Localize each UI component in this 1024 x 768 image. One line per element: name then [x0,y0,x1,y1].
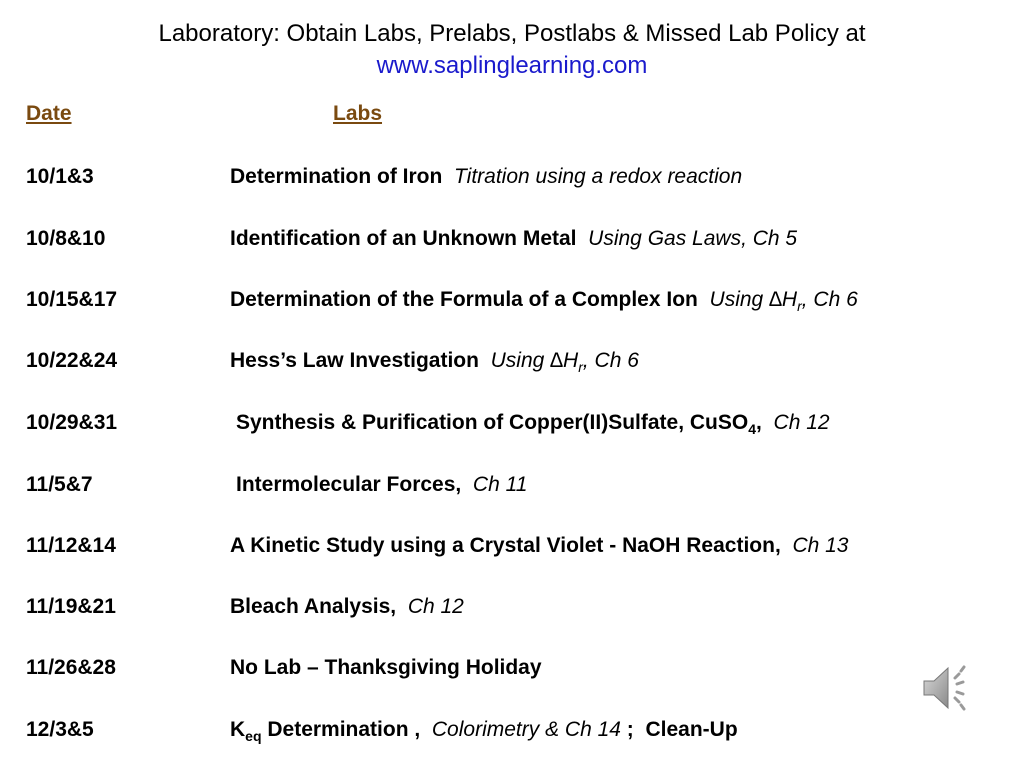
note-subscript: r [578,359,583,375]
row-date: 10/8&10 [26,227,106,250]
row-date: 10/22&24 [26,349,118,372]
schedule-row [26,408,1016,438]
lab-name-text: Synthesis & Purification of Copper(II)Sulfate, CuSO [236,411,749,434]
lab-note [490,349,639,375]
separator: ; [626,718,634,741]
schedule-row [26,592,1016,622]
lab-note: Using Gas Laws, Ch 5 [588,227,798,250]
lab-note: Ch 12 [407,595,464,618]
schedule-row [26,346,1016,376]
lab-name [230,718,421,744]
page-title [0,18,1024,82]
lab-name: A Kinetic Study using a Crystal Violet - NaOH Reaction, [230,534,781,557]
date-column-header: Date [26,102,72,125]
row-date: 10/29&31 [26,411,118,434]
title-text: Laboratory: Obtain Labs, Prelabs, Postlabs & Missed Lab Policy at [158,20,866,47]
row-date: 11/5&7 [26,473,93,496]
note-text: Using ∆H [709,288,798,311]
schedule-row [26,653,1016,683]
labs-column-header: Labs [333,102,383,125]
lab-name: No Lab – Thanksgiving Holiday [230,656,542,679]
row-lab [236,408,830,438]
lab-note: Ch 12 [773,411,830,434]
sapling-link[interactable]: www.saplinglearning.com [376,52,648,79]
lab-name: Identification of an Unknown Metal [230,227,577,250]
schedule-row [26,285,1016,315]
schedule-row [26,162,1016,192]
lab-note: Titration using a redox reaction [454,165,743,188]
keq-subscript: eq [245,728,262,744]
lab-note: Colorimetry & Ch 14 [431,718,621,741]
row-lab [230,346,639,376]
row-lab [230,715,738,745]
note-subscript: r [797,298,802,314]
schedule-row [26,224,1016,254]
row-date: 11/26&28 [26,656,116,679]
note-text-post: , Ch 6 [582,349,639,372]
row-date: 12/3&5 [26,718,94,741]
row-date: 10/1&3 [26,165,94,188]
lab-name-post: Determination , [261,718,421,741]
row-lab [230,653,542,683]
schedule-row [26,715,1016,745]
lab-name: Bleach Analysis, [230,595,397,618]
row-date: 11/19&21 [26,595,116,618]
schedule-row [26,470,1016,500]
schedule-row [26,531,1016,561]
lab-extra: Clean-Up [645,718,738,741]
formula-subscript: 4 [748,421,757,437]
lab-note [709,288,858,314]
lab-name: Hess’s Law Investigation [230,349,479,372]
note-text: Using ∆H [490,349,579,372]
row-date: 10/15&17 [26,288,118,311]
row-lab [230,592,464,622]
row-lab [236,470,527,500]
row-lab [230,224,797,254]
lab-note: Ch 13 [792,534,849,557]
row-lab [230,162,742,192]
note-text-post: , Ch 6 [801,288,858,311]
lab-name-post: , [756,411,762,434]
row-lab [230,285,858,315]
lab-name [236,411,762,437]
lab-note: Ch 11 [472,473,528,496]
lab-name-text: K [230,718,246,741]
speaker-icon[interactable] [918,660,974,716]
lab-name: Determination of the Formula of a Complex Ion [230,288,698,311]
lab-name: Determination of Iron [230,165,443,188]
row-date: 11/12&14 [26,534,116,557]
lab-name: Intermolecular Forces, [236,473,462,496]
row-lab [230,531,849,561]
